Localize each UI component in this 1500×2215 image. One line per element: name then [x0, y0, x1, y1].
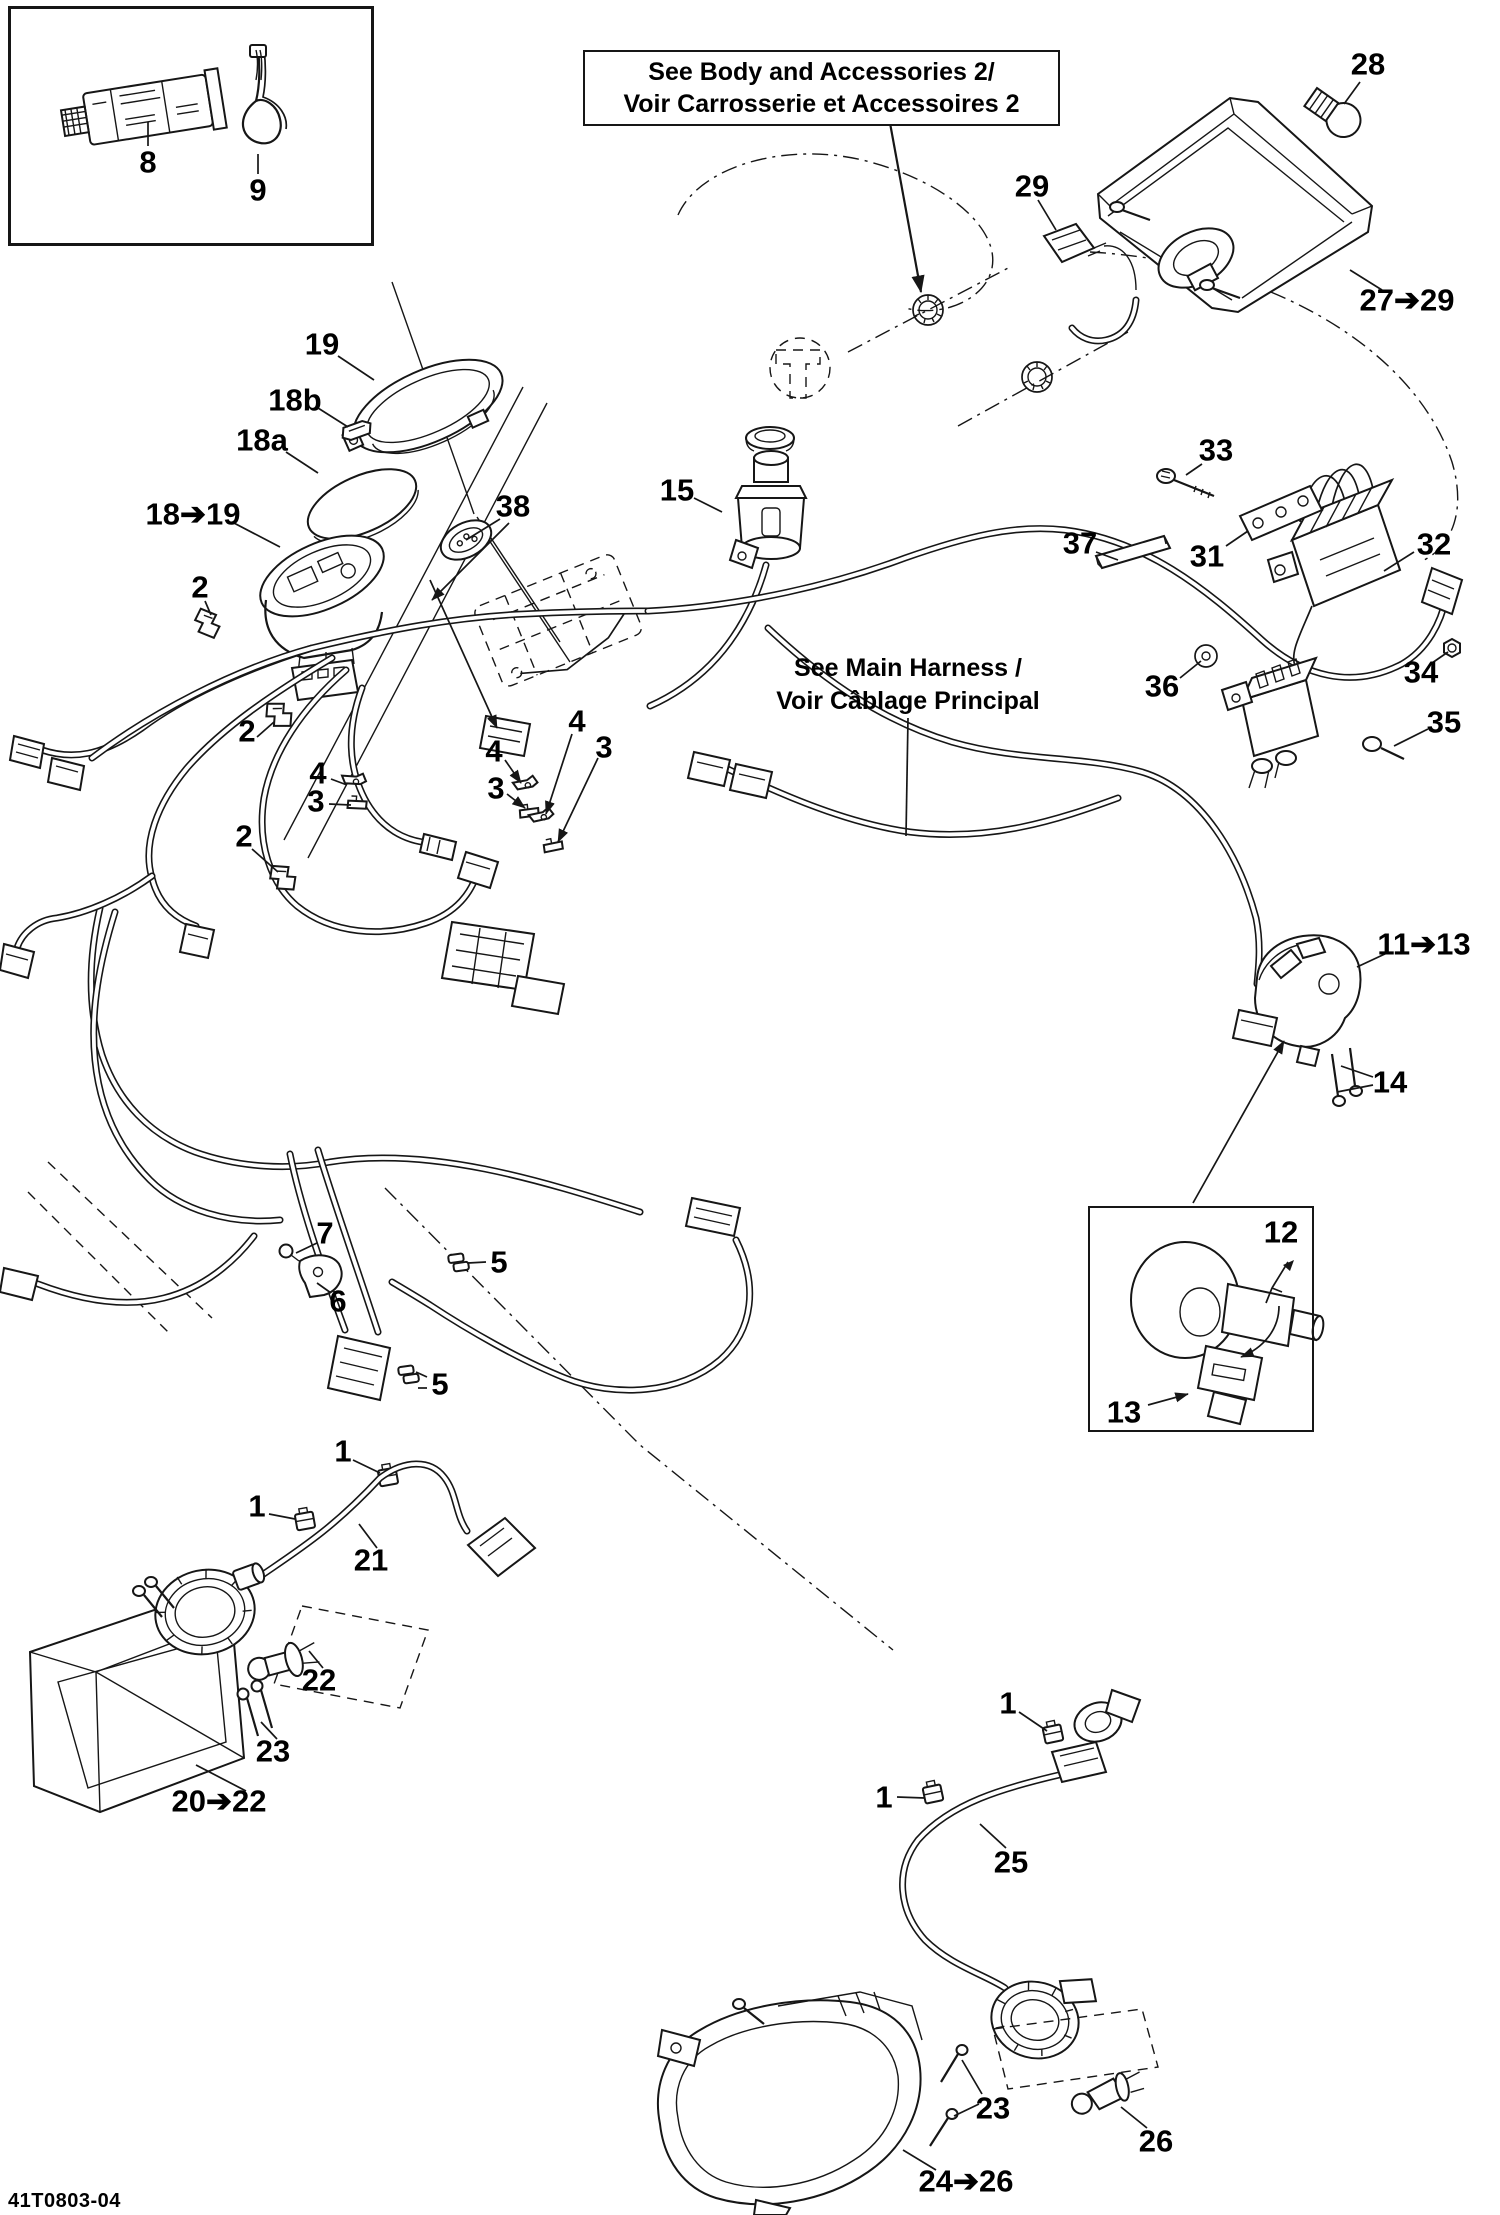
ignition-switch [650, 338, 830, 706]
callout-25: 25 [993, 1844, 1029, 1880]
callout-5: 5 [490, 1244, 508, 1280]
callout-18-19: 18➔19 [145, 496, 241, 532]
callout-15: 15 [659, 472, 695, 508]
clip-icon [398, 1365, 419, 1384]
note-leader-arrow [890, 123, 921, 292]
clip-icon [193, 608, 222, 638]
callout-34: 34 [1403, 654, 1439, 690]
clip-icon [294, 1507, 315, 1531]
clip-icon [921, 1779, 943, 1803]
ring-nut [746, 427, 794, 451]
instrument-bezel [331, 341, 517, 479]
callout-4: 4 [309, 755, 327, 791]
callout-3: 3 [307, 783, 325, 819]
note-body-line1: See Body and Accessories 2/ [648, 58, 995, 86]
tail-bulb-icon [1301, 83, 1367, 144]
note-main-harness [776, 652, 1040, 717]
callout-1: 1 [248, 1488, 266, 1524]
mounting-bolt-icon [1157, 469, 1214, 498]
callout-1: 1 [999, 1685, 1017, 1721]
callout-36: 36 [1144, 668, 1180, 704]
callout-8: 8 [139, 144, 157, 180]
note-main-line2: Voir Câblage Principal [776, 686, 1040, 715]
callout-14: 14 [1372, 1064, 1408, 1100]
right-socket-ring [983, 1956, 1101, 2070]
callout-2: 2 [235, 818, 253, 854]
callout-24-26: 24➔26 [918, 2163, 1014, 2199]
callout-27-29: 27➔29 [1359, 282, 1455, 318]
callout-33: 33 [1198, 432, 1234, 468]
callout-6: 6 [329, 1283, 347, 1319]
callout-38: 38 [495, 488, 531, 524]
callout-37: 37 [1062, 525, 1098, 561]
callout-4: 4 [485, 733, 503, 769]
callout-3: 3 [487, 770, 505, 806]
callout-9: 9 [249, 172, 267, 208]
clip-icon [448, 1253, 469, 1272]
callout-3: 3 [595, 729, 613, 765]
callout-19: 19 [304, 326, 340, 362]
taillight-assembly [1044, 83, 1372, 341]
callout-21: 21 [353, 1542, 389, 1578]
callout-4: 4 [568, 703, 586, 739]
part-code: 41T0803-04 [8, 2190, 121, 2212]
callout-23: 23 [975, 2090, 1011, 2126]
callout-35: 35 [1426, 704, 1462, 740]
note-body-line2: Voir Carrosserie et Accessoires 2 [623, 90, 1020, 118]
switch-screws [1332, 1048, 1362, 1106]
callout-20-22: 20➔22 [171, 1783, 267, 1819]
callout-leader-lines [145, 82, 1448, 2170]
callout-2: 2 [238, 713, 256, 749]
callout-2: 2 [191, 569, 209, 605]
screw-icon [1363, 737, 1404, 759]
callout-29: 29 [1014, 168, 1050, 204]
headlight-right [658, 1685, 1158, 2215]
callout-1: 1 [334, 1433, 352, 1469]
callout-5: 5 [431, 1366, 449, 1402]
callout-26: 26 [1138, 2123, 1174, 2159]
service-kit-box [8, 6, 374, 246]
headlight-25-connector [1052, 1742, 1106, 1782]
nut-icon [1444, 639, 1460, 657]
headlight-21-connector [468, 1518, 535, 1576]
callout-32: 32 [1416, 526, 1452, 562]
callout-18a: 18a [236, 422, 288, 458]
headlight-socket-cap [232, 1562, 266, 1591]
note-body-accessories [583, 50, 1060, 126]
callout-22: 22 [301, 1662, 337, 1698]
callout-13: 13 [1106, 1394, 1142, 1430]
callout-28: 28 [1350, 46, 1386, 82]
fuse-block [1222, 658, 1318, 788]
callout-12: 12 [1263, 1214, 1299, 1250]
headlight-bulb-icon [1068, 2069, 1147, 2116]
clip-icon [1041, 1719, 1063, 1743]
callout-18b: 18b [268, 382, 322, 418]
note-main-line1: See Main Harness / [794, 654, 1022, 682]
gauge-bracket-ghost [472, 552, 646, 693]
handlebar-switch [1233, 935, 1360, 1066]
callout-31: 31 [1189, 538, 1225, 574]
headlight-25-socket [1069, 1690, 1140, 1748]
callout-11-13: 11➔13 [1377, 926, 1471, 962]
callout-7: 7 [316, 1215, 334, 1251]
callout-1: 1 [875, 1779, 893, 1815]
callout-23: 23 [255, 1733, 291, 1769]
